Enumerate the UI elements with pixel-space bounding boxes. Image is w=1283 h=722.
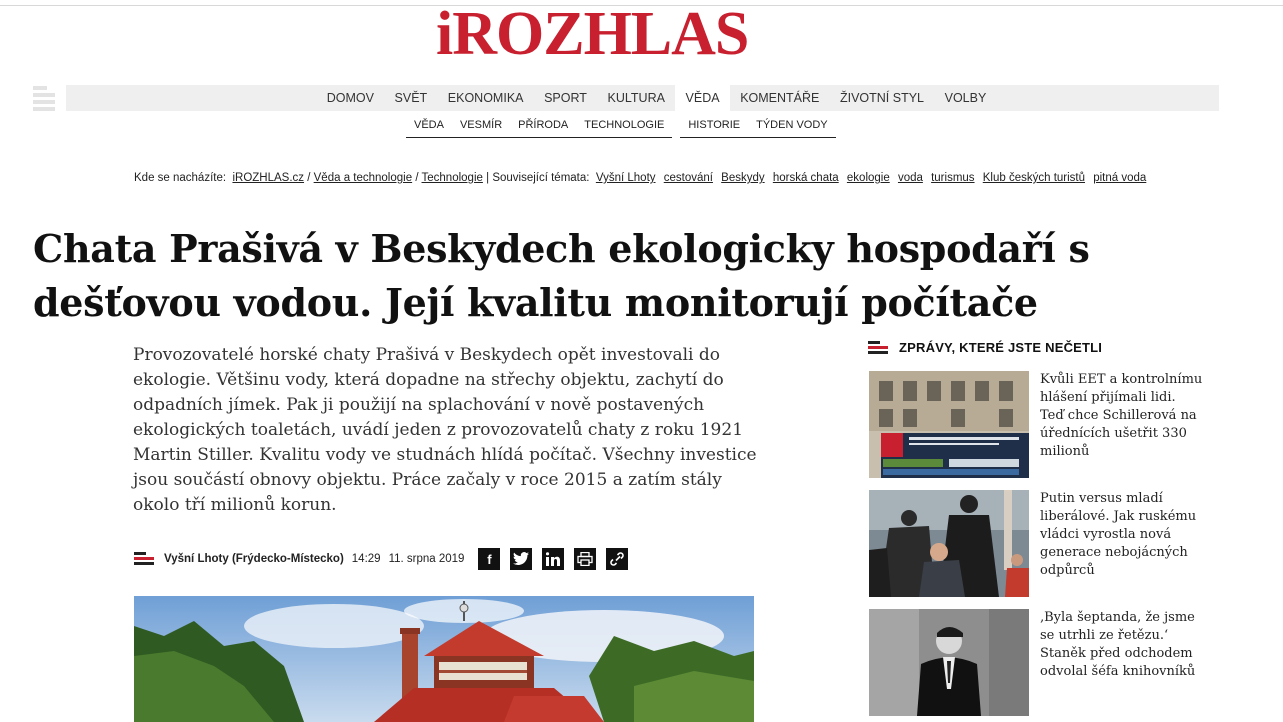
nav-item-komentare[interactable]: KOMENTÁŘE — [740, 91, 820, 105]
breadcrumb-separator: / — [307, 172, 311, 184]
breadcrumb-separator: / — [415, 172, 419, 184]
print-icon[interactable] — [574, 548, 596, 570]
topic-tag[interactable]: Beskydy — [721, 172, 765, 184]
linkedin-icon[interactable] — [542, 548, 564, 570]
topic-tag[interactable]: pitná voda — [1093, 172, 1147, 184]
subnav-item-priroda[interactable]: PŘÍRODA — [510, 113, 576, 138]
headline-line-1: Chata Prašivá v Beskydech ekologicky hospodaří s — [33, 226, 1090, 271]
subnav-item-vesmir[interactable]: VESMÍR — [452, 113, 510, 138]
story-thumbnail[interactable] — [869, 490, 1029, 597]
breadcrumb-link-veda[interactable]: Věda a technologie — [313, 172, 413, 184]
sidebar-story[interactable] — [869, 609, 1209, 716]
nav-item-ekonomika[interactable]: EKONOMIKA — [447, 91, 524, 105]
topic-tag[interactable]: horská chata — [772, 172, 839, 184]
subnav-item-tyden-vody[interactable]: TÝDEN VODY — [748, 113, 836, 138]
subnav-item-historie[interactable]: HISTORIE — [680, 113, 748, 138]
sidebar-story[interactable] — [869, 490, 1209, 597]
main-nav — [66, 85, 1219, 111]
article-photo[interactable] — [134, 596, 754, 722]
nav-item-sport[interactable]: SPORT — [544, 91, 587, 105]
topic-tag[interactable]: cestování — [663, 172, 713, 184]
subnav-item-veda[interactable]: VĚDA — [406, 113, 452, 138]
facebook-icon[interactable]: f — [478, 548, 500, 570]
article-time: 14:29 — [351, 553, 381, 565]
breadcrumb: Kde se nacházíte: iROZHLAS.cz / Věda a technologie / Technologie | Související témata: Vyšní Lhoty cestování Beskydy horská chata ekologie voda turismus Klub českých turistů pitná voda — [134, 172, 1147, 184]
nav-item-volby[interactable]: VOLBY — [944, 91, 987, 105]
topic-tag[interactable]: Vyšní Lhoty — [595, 172, 656, 184]
site-logo[interactable]: iROZHLAS — [436, 0, 749, 68]
rozhlas-flag-icon — [134, 552, 154, 566]
headline-line-2: dešťovou vodou. Její kvalitu monitorují počítače — [33, 280, 1038, 325]
nav-item-zivotni-styl[interactable]: ŽIVOTNÍ STYL — [839, 91, 925, 105]
nav-item-veda[interactable]: VĚDA — [675, 85, 730, 111]
topic-tag[interactable]: ekologie — [846, 172, 890, 184]
article-date: 11. srpna 2019 — [388, 553, 465, 565]
sub-nav — [406, 113, 836, 138]
twitter-icon[interactable] — [510, 548, 532, 570]
nav-item-domov[interactable]: DOMOV — [326, 91, 374, 105]
breadcrumb-link-home[interactable]: iROZHLAS.cz — [232, 172, 305, 184]
story-thumbnail[interactable] — [869, 609, 1029, 716]
nav-item-kultura[interactable]: KULTURA — [607, 91, 665, 105]
related-topics-label: Související témata: — [492, 172, 590, 184]
link-icon[interactable] — [606, 548, 628, 570]
story-title[interactable]: Kvůli EET a kontrolnímu hlášení přijímali lidi. Teď chce Schillerová na úřednících ušetřit 330 milionů — [1040, 372, 1203, 459]
rozhlas-flag-icon — [868, 341, 888, 355]
menu-icon[interactable] — [33, 86, 55, 110]
topic-tag[interactable]: Klub českých turistů — [982, 172, 1086, 184]
sidebar-story[interactable] — [869, 371, 1209, 478]
sidebar-heading — [868, 340, 1102, 355]
story-thumbnail[interactable] — [869, 371, 1029, 478]
breadcrumb-link-technologie[interactable]: Technologie — [421, 172, 483, 184]
story-title[interactable]: ‚Byla šeptanda, že jsme se utrhli ze řetězu.‘ Staněk před odchodem odvolal šéfa knihovníků — [1040, 610, 1196, 679]
article-place: Vyšní Lhoty (Frýdecko-Místecko) — [164, 553, 344, 565]
article-meta — [134, 547, 638, 571]
subnav-item-technologie[interactable]: TECHNOLOGIE — [576, 113, 672, 138]
topic-tag[interactable]: voda — [897, 172, 923, 184]
sidebar-title: ZPRÁVY, KTERÉ JSTE NEČETLI — [899, 340, 1103, 355]
article-lead: Provozovatelé horské chaty Prašivá v Beskydech opět investovali do ekologie. Většinu vody, která dopadne na střechy objektu, zachytí do odpadních jímek. Pak ji použijí na splachování v nově postavených ekologických toaletách, uvádí jeden z provozovatelů chaty z roku 1921 Martin Stiller. Kvalitu vody ve studnách hlídá počítač. Všechny investice jsou součástí obnovy objektu. Práce začaly v roce 2015 a zatím stály okolo tří milionů korun. — [133, 345, 757, 515]
story-title[interactable]: Putin versus mladí liberálové. Jak ruskému vládci vyrostla nová generace nebojácných odpůrců — [1040, 491, 1197, 578]
breadcrumb-prefix: Kde se nacházíte: — [134, 172, 227, 184]
topic-tag[interactable]: turismus — [931, 172, 975, 184]
nav-item-svet[interactable]: SVĚT — [394, 91, 428, 105]
article-headline — [33, 222, 1133, 330]
